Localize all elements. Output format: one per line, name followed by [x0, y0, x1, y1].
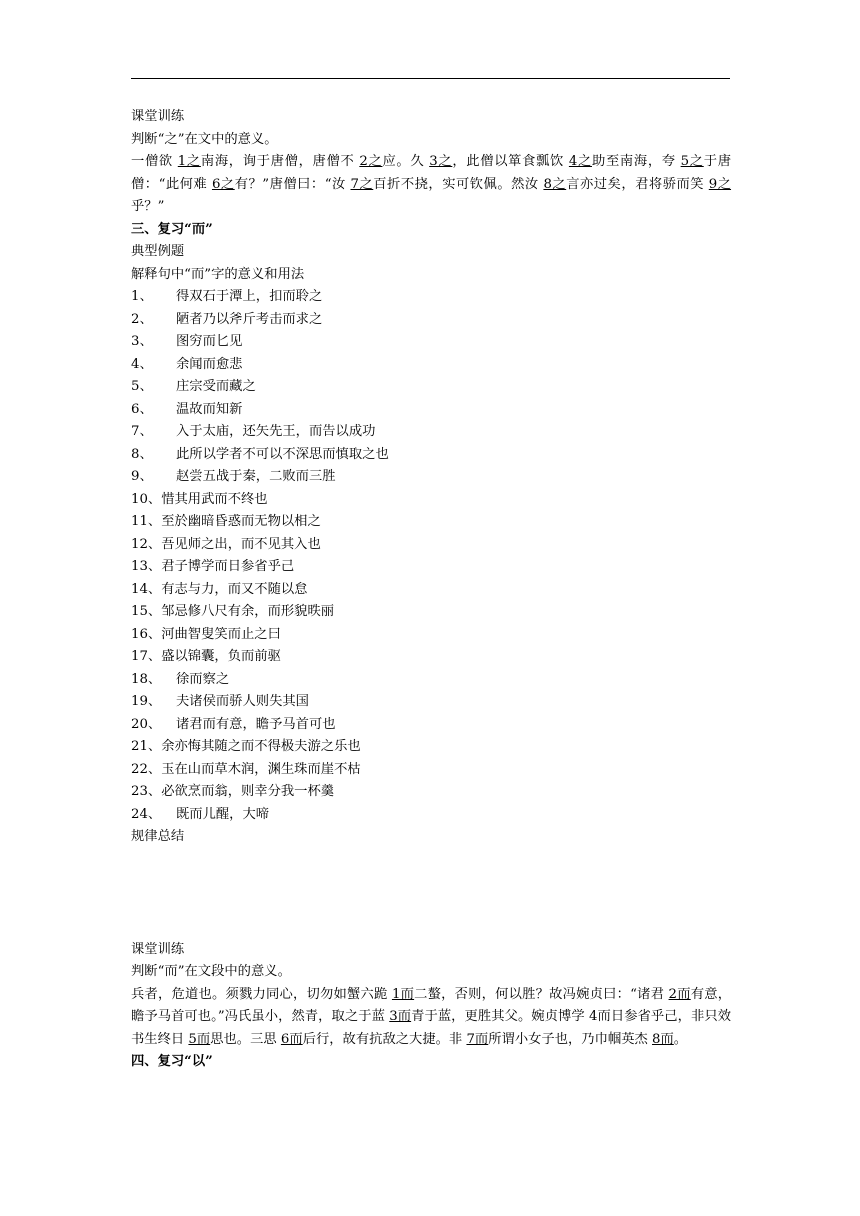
header-rule: [131, 78, 730, 79]
section4-title: 四、复习“以”: [131, 1054, 213, 1069]
item-text: 诸君而有意，瞻予马首可也: [176, 716, 336, 732]
section3-instruction: 判断“而”在文段中的意义。: [131, 964, 291, 979]
item-number: 17、: [131, 649, 162, 664]
passage-text: 。: [673, 1031, 688, 1047]
passage-text: 于唐僧：“此何难: [131, 154, 731, 192]
list-item: [131, 804, 731, 827]
list-item: [131, 309, 731, 332]
passage-text: 百折不挠，实可钦佩。然汝: [373, 176, 544, 192]
passage-text: 所谓小女子也，乃巾帼英杰: [488, 1031, 653, 1047]
item-text: 余亦悔其随之而不得极夫游之乐也: [161, 739, 361, 754]
item-number: 18、: [131, 671, 162, 687]
list-item: [131, 759, 731, 782]
passage-text: 有意，瞻予马首可也。”冯氏虽小，然青，取之于蓝: [131, 986, 732, 1024]
item-text: 入于太庙，还矢先王，而告以成功: [176, 424, 376, 439]
blank-marker: 9之: [708, 176, 732, 192]
list-item: [131, 376, 731, 399]
item-text: 赵尝五战于秦，二败而三胜: [176, 469, 336, 484]
section1-passage: [131, 151, 731, 219]
item-text: 余闻而愈悲: [176, 356, 243, 372]
passage-text: 南海，询于唐僧，唐僧不: [200, 154, 360, 169]
list-item: [131, 354, 731, 377]
blank-marker: 1之: [177, 154, 201, 169]
passage-text: 应。久: [382, 154, 430, 169]
item-text: 得双石于潭上，扣而聆之: [176, 289, 323, 304]
section2-title: 三、复习“而”: [131, 221, 213, 237]
item-number: 6、: [131, 401, 153, 417]
item-text: 玉在山而草木润，渊生珠而崖不枯: [161, 761, 361, 777]
list-item: [131, 556, 731, 579]
blank-marker: 7而: [466, 1031, 489, 1047]
item-number: 13、: [131, 559, 162, 574]
item-number: 23、: [131, 784, 162, 799]
item-number: 12、: [131, 536, 162, 552]
passage-text: 后行，故有抗敌之大捷。非: [302, 1031, 467, 1047]
blank-space: [131, 849, 731, 939]
item-number: 22、: [131, 761, 162, 777]
passage-text: 青于蓝，更胜其父。婉贞博学 4而日参省乎己，非只效书生终日: [131, 1009, 732, 1047]
item-text: 此所以学者不可以不深思而慎取之也: [176, 446, 389, 462]
list-item: [131, 601, 731, 624]
item-text: 邹忌修八尺有余，而形貌昳丽: [161, 604, 335, 619]
list-item: [131, 669, 731, 692]
blank-marker: 8而: [652, 1031, 674, 1047]
list-item: [131, 736, 731, 759]
passage-text: 有？”唐僧曰：“汝: [234, 176, 351, 192]
item-text: 陋者乃以斧斤考击而求之: [176, 311, 323, 327]
item-number: 11、: [131, 514, 162, 529]
passage-text: 思也。三思: [210, 1031, 281, 1047]
item-number: 4、: [131, 356, 153, 372]
item-text: 河曲智叟笑而止之曰: [161, 626, 281, 642]
item-number: 8、: [131, 446, 153, 462]
item-number: 7、: [131, 424, 153, 439]
section1-instruction: 判断“之”在文中的意义。: [131, 131, 278, 147]
summary-label: 规律总结: [131, 829, 185, 844]
section3-passage: [131, 984, 731, 1052]
item-number: 19、: [131, 694, 162, 709]
item-number: 10、: [131, 491, 162, 507]
item-number: 14、: [131, 581, 162, 597]
item-text: 夫诸侯而骄人则失其国: [176, 694, 309, 709]
item-text: 盛以锦囊，负而前驱: [161, 649, 281, 664]
item-number: 3、: [131, 334, 153, 349]
item-text: 庄宗受而藏之: [176, 379, 256, 394]
item-number: 20、: [131, 716, 162, 732]
blank-marker: 7之: [350, 176, 374, 192]
list-item: [131, 534, 731, 557]
item-number: 15、: [131, 604, 162, 619]
item-number: 9、: [131, 469, 153, 484]
list-item: [131, 579, 731, 602]
passage-text: 乎？”: [131, 199, 165, 214]
item-number: 2、: [131, 311, 153, 327]
list-item: [131, 331, 731, 354]
section2-instruction: 解释句中“而”字的意义和用法: [131, 266, 305, 282]
blank-marker: 6之: [211, 176, 235, 192]
item-text: 君子博学而日参省乎己: [161, 559, 295, 574]
list-item: [131, 444, 731, 467]
blank-marker: 3而: [389, 1009, 412, 1024]
item-text: 至於幽暗昏惑而无物以相之: [161, 514, 321, 529]
list-item: [131, 466, 731, 489]
item-number: 21、: [131, 739, 162, 754]
list-item: [131, 286, 731, 309]
passage-text: 二螯，否则，何以胜？故冯婉贞曰：“诸君: [414, 986, 669, 1002]
passage-text: 兵者，危道也。须戮力同心，切勿如蟹六跪: [131, 986, 392, 1002]
item-text: 吾见师之出，而不见其入也: [161, 536, 321, 552]
list-item: [131, 511, 731, 534]
item-text: 徐而察之: [176, 671, 230, 687]
item-text: 温故而知新: [176, 401, 243, 417]
section3-heading: 课堂训练: [131, 941, 185, 957]
section2-subtitle: 典型例题: [131, 244, 185, 259]
passage-text: ，此僧以箪食瓢饮: [452, 154, 569, 169]
document-body: [131, 106, 731, 1074]
item-number: 24、: [131, 806, 162, 822]
section1-heading: 课堂训练: [131, 109, 185, 124]
blank-marker: 2之: [359, 154, 383, 169]
list-item: [131, 691, 731, 714]
item-text: 图穷而匕见: [176, 334, 243, 349]
list-item: [131, 489, 731, 512]
blank-marker: 8之: [543, 176, 567, 192]
blank-marker: 2而: [668, 986, 691, 1002]
example-list: [131, 286, 731, 826]
list-item: [131, 646, 731, 669]
item-text: 惜其用武而不终也: [161, 491, 268, 507]
passage-text: 助至南海，夸: [591, 154, 681, 169]
blank-marker: 3之: [429, 154, 453, 169]
blank-marker: 5之: [680, 154, 704, 169]
list-item: [131, 624, 731, 647]
item-text: 既而儿醒，大啼: [176, 806, 270, 822]
list-item: [131, 421, 731, 444]
passage-text: 言亦过矣，君将骄而笑: [566, 176, 709, 192]
item-text: 必欲烹而翁，则幸分我一杯羹: [161, 784, 335, 799]
item-number: 16、: [131, 626, 162, 642]
item-text: 有志与力，而又不随以怠: [161, 581, 308, 597]
blank-marker: 1而: [391, 986, 415, 1002]
passage-text: 一僧欲: [131, 154, 178, 169]
list-item: [131, 399, 731, 422]
blank-marker: 4之: [568, 154, 592, 169]
item-number: 1、: [131, 289, 153, 304]
list-item: [131, 714, 731, 737]
blank-marker: 5而: [188, 1031, 211, 1047]
blank-marker: 6而: [280, 1031, 303, 1047]
item-number: 5、: [131, 379, 153, 394]
list-item: [131, 781, 731, 804]
